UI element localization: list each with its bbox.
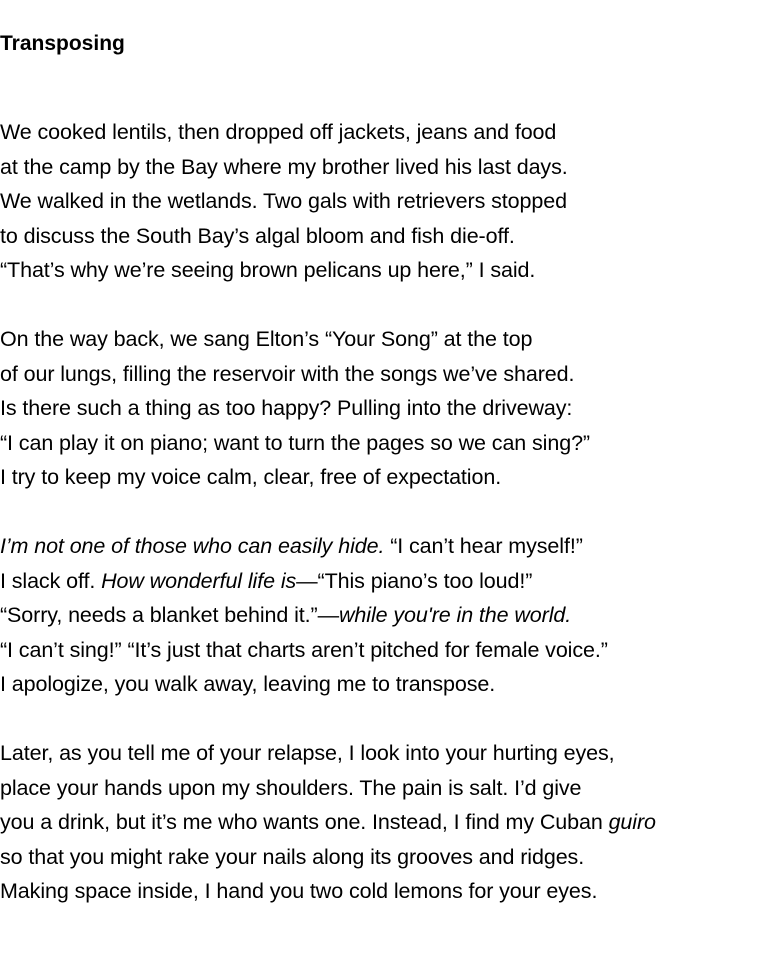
- poem-line: [0, 564, 768, 599]
- stanza-3: [0, 529, 768, 702]
- stanza-1: [0, 115, 768, 288]
- stanza-2: [0, 322, 768, 495]
- poem-line: Making space inside, I hand you two cold lemons for your eyes.: [0, 879, 598, 904]
- line-text: you a drink, but it’s me who wants one. Instead, I find my Cuban: [0, 810, 609, 835]
- line-text: —“This piano’s too loud!”: [296, 568, 533, 593]
- poem-line: “I can play it on piano; want to turn the pages so we can sing?”: [0, 430, 590, 455]
- poem-line: I try to keep my voice calm, clear, free of expectation.: [0, 465, 502, 490]
- line-text: “I can’t sing!” “It’s just that charts aren’t pitched for female voice.”: [0, 637, 608, 662]
- poem-line: [0, 667, 768, 702]
- poem-line: so that you might rake your nails along its grooves and ridges.: [0, 844, 585, 869]
- poem-line: at the camp by the Bay where my brother lived his last days.: [0, 154, 568, 179]
- poem-line: Later, as you tell me of your relapse, I look into your hurting eyes,: [0, 741, 615, 765]
- poem-line: to discuss the South Bay’s algal bloom and fish die-off.: [0, 223, 515, 248]
- line-text: “Sorry, needs a blanket behind it.”—: [0, 603, 339, 628]
- italic-lyric: while you're in the world.: [338, 603, 572, 628]
- poem-line: of our lungs, filling the reservoir with the songs we’ve shared.: [0, 361, 575, 386]
- line-text: I slack off.: [0, 568, 102, 593]
- italic-lyric: I’m not one of those who can easily hide.: [0, 534, 385, 558]
- poem-line: place your hands upon my shoulders. The pain is salt. I’d give: [0, 775, 582, 800]
- poem-line: [0, 633, 768, 668]
- poem-line: [0, 529, 768, 564]
- stanza-4: [0, 736, 768, 909]
- italic-lyric: How wonderful life is: [101, 568, 297, 593]
- poem-line: “That’s why we’re seeing brown pelicans up here,” I said.: [0, 258, 536, 283]
- poem-line: [0, 598, 768, 633]
- poem-title: Transposing: [0, 32, 125, 55]
- line-text: I apologize, you walk away, leaving me to transpose.: [0, 672, 496, 697]
- line-text: “I can’t hear myself!”: [384, 534, 583, 558]
- italic-word: guiro: [608, 810, 656, 835]
- poem-line: Is there such a thing as too happy? Pulling into the driveway:: [0, 396, 573, 421]
- poem-line: On the way back, we sang Elton’s “Your Song” at the top: [0, 327, 533, 351]
- poem-line: We cooked lentils, then dropped off jackets, jeans and food: [0, 120, 557, 144]
- poem-line: [0, 805, 768, 840]
- poem-line: We walked in the wetlands. Two gals with retrievers stopped: [0, 189, 567, 214]
